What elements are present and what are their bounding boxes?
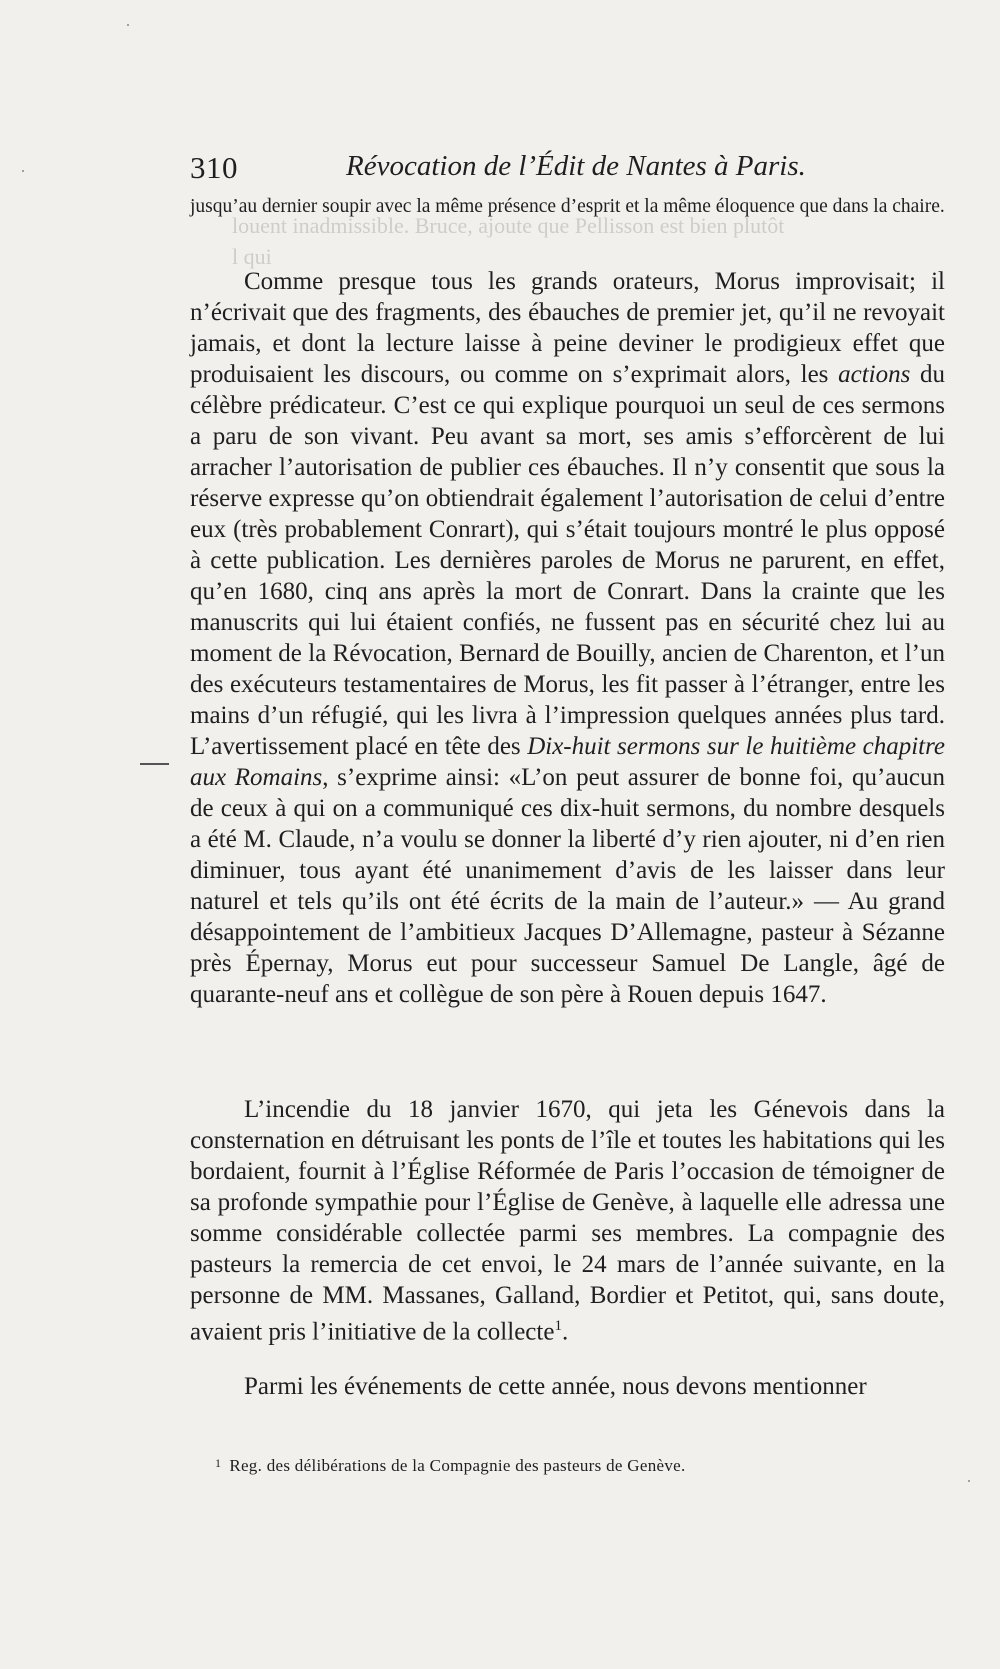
paragraph-text: du célèbre prédicateur. C’est ce qui explique pourquoi un seul de ces sermons a paru de son vivant. Peu avant sa mort, ses amis s’efforcèrent de lui arracher l’autorisation de publier ces ébauches. Il n’y consentit que sous la réserve expresse qu’on obtiendrait également l’autorisation de celui d’entre eux (très probablement Conrart), qui s’était toujours montré le plus opposé à cette publication. Les dernières paroles de Morus ne parurent, en effet, qu’en 1680, cinq ans après la mort de Conrart. Dans la crainte que les manuscrits qui lui étaient confiés, ne fussent pas en sécurité chez lui au moment de la Révocation, Bernard de Bouilly, ancien de Charenton, et l’un des exécuteurs testamentaires de Morus, les fit passer à l’étranger, entre les mains d’un réfugié, qui les livra à l’impression quelques années plus tard. L’avertissement placé en tête des [190, 361, 945, 760]
footnote-reference: 1 [554, 1318, 562, 1334]
footnote [215, 1452, 915, 1477]
paper-speck [22, 170, 24, 172]
paper-speck [127, 24, 129, 26]
page-number: 310 [190, 150, 238, 185]
page-header [190, 150, 820, 190]
running-title: Révocation de l’Édit de Nantes à Paris. [346, 150, 806, 182]
book-title: Dix-huit sermons sur le huitième chapitre aux Romains [190, 733, 945, 791]
bleed-through-text [232, 210, 932, 272]
paragraph-text: . [561, 1318, 569, 1346]
paper-speck [968, 1480, 970, 1482]
paragraph-text: L’incendie du 18 janvier 1670, qui jeta les Génevois dans la consternation en détruisant les ponts de l’île et toutes les habitations qui les bordaient, fournit à l’Église Réformée de Paris l’occasion de témoigner de sa profonde sympathie pour l’Église de Genève, à laquelle elle adressa une somme considérable collectée parmi ses membres. La compagnie des pasteurs la remercia de cet envoi, le 24 mars de l’année suivante, en la personne de MM. Massanes, Galland, Bordier et Petitot, qui, sans doute, avaient pris l’initiative de la collecte [190, 1096, 945, 1346]
paragraph-text: , s’exprime ainsi: «L’on peut assurer de bonne foi, qu’aucun de ceux à qui on a communiqué ces dix-huit sermons, du nombre desquels a été M. Claude, n’a voulu se donner la liberté d’y rien ajouter, ni d’en rien diminuer, tous ayant été unanimement d’avis de les laisser dans leur naturel et tels qu’ils ont été écrits de la main de l’auteur.» — Au grand désappointement de l’ambitieux Jacques D’Allemagne, pasteur à Sézanne près Épernay, Morus eut pour successeur Samuel De Langle, âgé de quarante-neuf ans et collègue de son père à Rouen depuis 1647. [190, 764, 945, 1008]
bleed-through-line: louent inadmissible. Bruce, ajoute que Pellisson est bien plutôt [232, 213, 785, 238]
paragraph-incendie [190, 1094, 945, 1347]
footnote-text: Reg. des délibérations de la Compagnie des pasteurs de Genève. [229, 1456, 686, 1475]
paragraph-morus [190, 266, 945, 1010]
emphasis-actions: actions [838, 361, 911, 388]
paragraph-evenements: Parmi les événements de cette année, nous devons mentionner [244, 1373, 867, 1400]
bleed-through-line: l qui [232, 244, 272, 269]
paragraph-text: Comme presque tous les grands orateurs, Morus improvisait; il n’écrivait que des fragments, des ébauches de premier jet, qu’il ne revoyait jamais, et dont la lecture laisse à peine deviner le prodigieux effet que produisaient les discours, ou comme on s’exprimait alors, les [190, 268, 945, 388]
intro-paragraph: jusqu’au dernier soupir avec la même présence d’esprit et la même éloquence que dans la chaire. [190, 196, 945, 217]
margin-mark [140, 763, 169, 765]
footnote-marker: 1 [215, 1456, 222, 1470]
